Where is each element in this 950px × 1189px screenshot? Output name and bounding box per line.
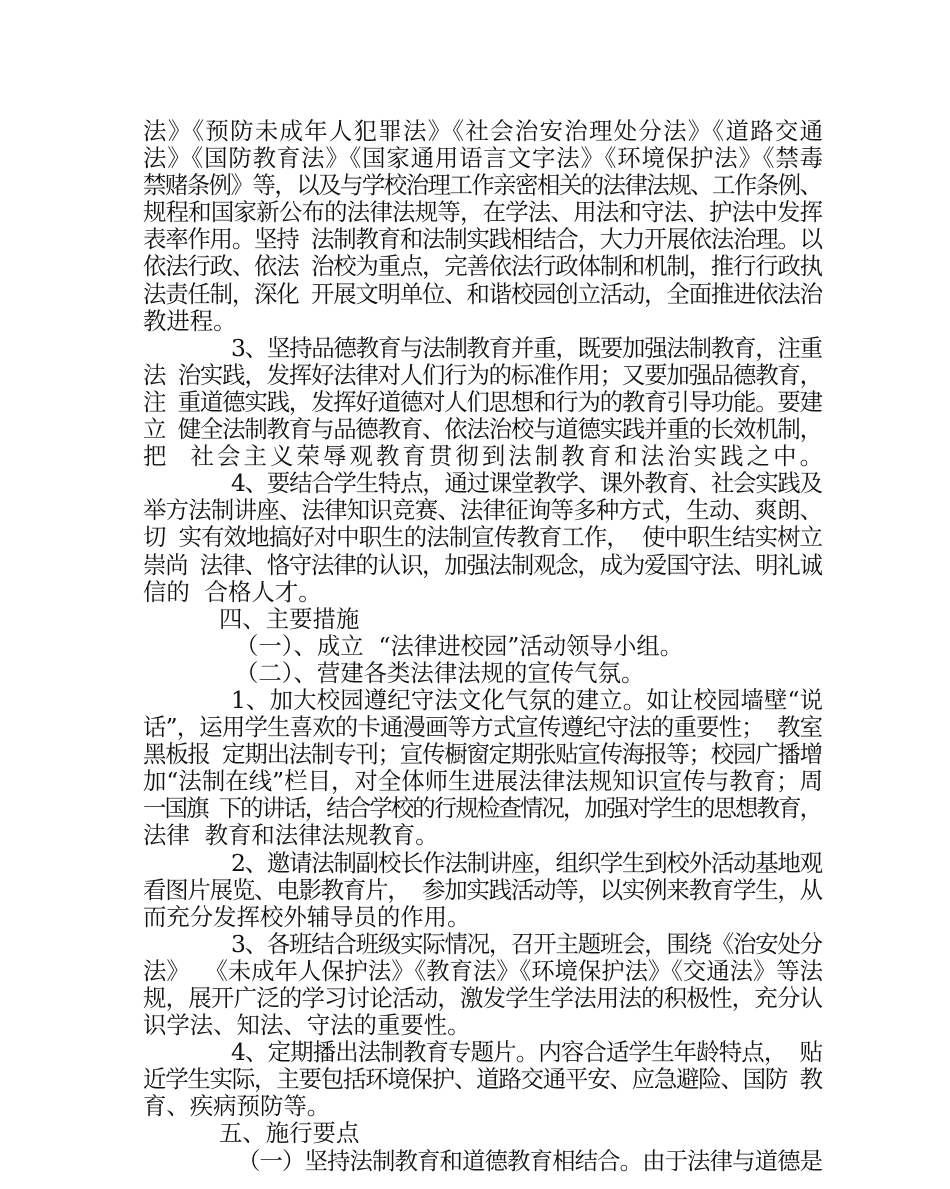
- text-line: 禁赌条例》等，以及与学校治理工作亲密相关的法律法规、工作条例、: [143, 171, 822, 200]
- text-line: 教进程。: [143, 306, 237, 335]
- text-line: 五、施行要点: [219, 1119, 360, 1148]
- text-line: 育、疾病预防等。: [143, 1092, 331, 1121]
- text-line: 崇尚 法律、恪守法律的认识，加强法制观念，成为爱国守法、明礼诚: [143, 550, 822, 579]
- text-line: 规程和国家新公布的法律法规等，在学法、用法和守法、护法中发挥: [143, 198, 823, 227]
- text-line: 切 实有效地搞好对中职生的法制宣传教育工作， 使中职生结实树立: [143, 523, 823, 552]
- text-line: 信的 合格人才。: [143, 577, 322, 606]
- text-line: 话”，运用学生喜欢的卡通漫画等方式宣传遵纪守法的重要性； 教室: [143, 713, 823, 742]
- text-line: 3、坚持品德教育与法制教育并重，既要加强法制教育，注重: [231, 333, 822, 362]
- text-line: （一）坚持法制教育和道德教育相结合。由于法律与道德是: [237, 1146, 823, 1175]
- text-line: 举方法制讲座、法律知识竞赛、法律征询等多种方式，生动、爽朗、: [143, 496, 823, 525]
- text-line: 4、定期播出法制教育专题片。内容合适学生年龄特点， 贴: [231, 1038, 823, 1067]
- text-line: 3、各班结合班级实际情况，召开主题班会，围绕《治安处分: [231, 929, 822, 958]
- text-line: 4、要结合学生特点，通过课堂教学、课外教育、社会实践及: [231, 469, 822, 498]
- text-line: 看图片展览、电影教育片， 参加实践活动等，以实例来教育学生，从: [143, 875, 822, 904]
- text-line: 加“法制在线”栏目，对全体师生进展法律法规知识宣传与教育；周: [143, 767, 824, 796]
- text-line: 四、主要措施: [219, 604, 360, 633]
- text-line: （一）、成立 “法律进校园”活动领导小组。: [235, 631, 684, 660]
- document-body: [143, 117, 827, 1175]
- text-line: 近学生实际，主要包括环境保护、道路交通平安、应急避险、国防 教: [143, 1065, 822, 1094]
- text-line: 法》《国防教育法》《国家通用语言文字法》《环境保护法》《禁毒: [143, 144, 824, 173]
- text-line: 依法行政、依法 治校为重点，完善依法行政体制和机制，推行行政执: [143, 252, 822, 281]
- text-line: 法 治实践，发挥好法律对人们行为的标准作用；又要加强品德教育，: [143, 360, 822, 389]
- text-line: 一国旗 下的讲话，结合学校的行规检查情况，加强对学生的思想教育，: [143, 794, 822, 823]
- text-line: （二）、营建各类法律法规的宣传气氛。: [235, 658, 645, 687]
- text-line: 法》 《未成年人保护法》《教育法》《环境保护法》《交通法》等法: [143, 956, 823, 985]
- text-line: 立 健全法制教育与品德教育、依法治校与道德实践并重的长效机制，: [143, 415, 822, 444]
- text-line: 1、加大校园遵纪守法文化气氛的建立。如让校园墙壁“说: [231, 685, 824, 714]
- text-line: 规，展开广泛的学习讨论活动，激发学生学法用法的积极性，充分认: [143, 984, 823, 1012]
- text-line: 识学法、知法、守法的重要性。: [143, 1011, 471, 1040]
- text-line: 表率作用。坚持 法制教育和法制实践相结合，大力开展依法治理。以: [143, 225, 822, 254]
- text-line: 而充分发挥校外辅导员的作用。: [143, 902, 471, 931]
- text-line: 法》《预防未成年人犯罪法》《社会治安治理处分法》《道路交通: [143, 117, 825, 145]
- text-line: 把 社会主义荣辱观教育贯彻到法制教育和法治实践之中。: [143, 442, 827, 471]
- text-line: 法律 教育和法律法规教育。: [143, 821, 439, 850]
- text-line: 2、邀请法制副校长作法制讲座，组织学生到校外活动基地观: [231, 848, 822, 877]
- text-line: 法责任制，深化 开展文明单位、和谐校园创立活动，全面推进依法治: [143, 279, 822, 308]
- text-line: 黑板报 定期出法制专刊；宣传橱窗定期张贴宣传海报等；校园广播增: [143, 740, 822, 769]
- text-line: 注 重道德实践，发挥好道德对人们思想和行为的教育引导功能。要建: [143, 387, 822, 416]
